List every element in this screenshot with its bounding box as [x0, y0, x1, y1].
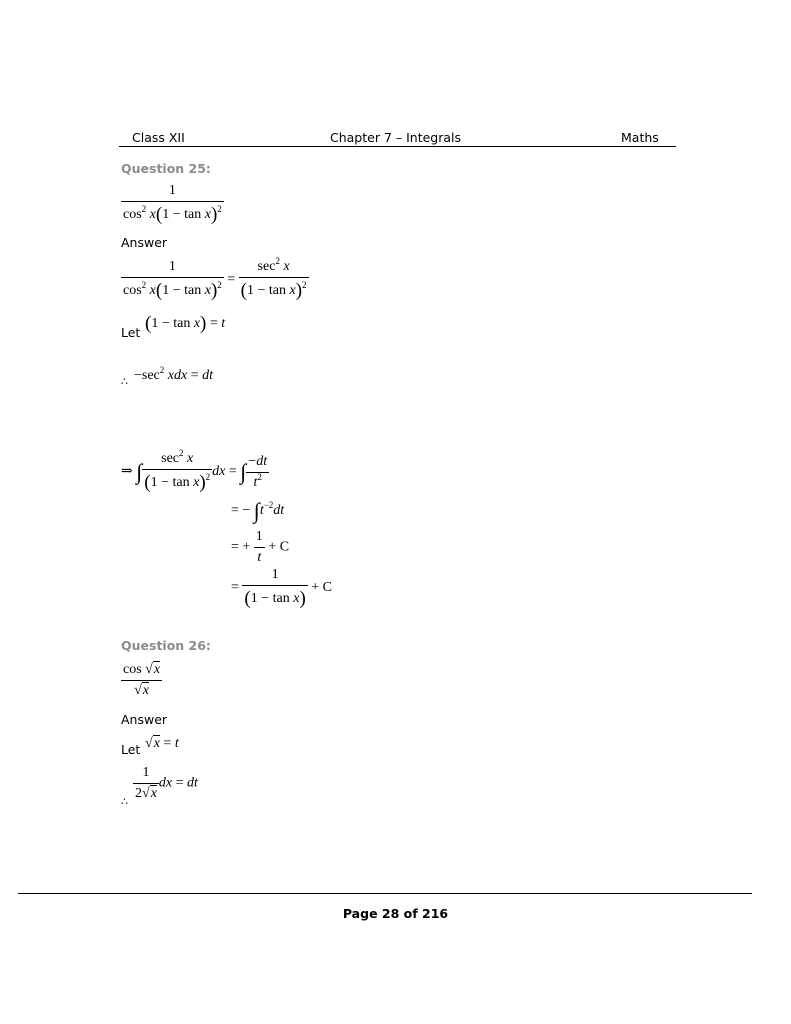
q26-answer-label: Answer: [121, 712, 168, 727]
q26-let-label: Let: [121, 742, 141, 757]
q25-integral-step-2: = − $\int t^{-2}dt$: [231, 498, 285, 523]
q25-therefore-symbol: ∴: [121, 375, 128, 388]
q25-let-label: Let: [121, 325, 141, 340]
header-subject: Maths: [621, 130, 659, 145]
q25-question-expression: $\frac{1}{\cos^2 x(1 - \tan x)^2}$: [123, 183, 222, 225]
footer-divider: [18, 893, 752, 894]
page-number: Page 28 of 216: [342, 906, 449, 921]
q25-substitution: (1 − tan x) = t: [145, 313, 226, 334]
question-25-title: Question 25:: [121, 161, 211, 176]
q26-differential: $\frac{1}{2√x}$ dx = dt: [135, 765, 198, 801]
q25-integral-step-1: ⇒ ∫ $\frac{\sec^2 x}{(1 - \tan x)^2}$ dx = ∫ $\frac{-dt}{t^2}$: [121, 448, 268, 493]
header-class: Class XII: [132, 130, 185, 145]
q26-question-expression: $\frac{\cos √x}{√x}$: [123, 662, 161, 698]
q25-integral-step-3: = + $\frac{1}{t}$ + C: [231, 529, 290, 565]
q25-integral-result: = $\frac{1}{\text{(1 − tan x)}}$ + C: [231, 567, 333, 609]
question-26-title: Question 26:: [121, 638, 211, 653]
q26-substitution: √x = t: [145, 736, 179, 751]
q25-answer-label: Answer: [121, 235, 168, 250]
header-chapter: Chapter 7 – Integrals: [330, 130, 462, 145]
q26-therefore-symbol: ∴: [121, 795, 128, 808]
header-divider: [119, 146, 676, 147]
q25-rewrite-step: $\frac{1}{\cos^2 x(1 - \tan x)^2}$ = $\frac{\sec^2 x}{(1 - \tan x)^2}$: [123, 256, 307, 301]
q25-differential: $-\sec^2$ xdx = dt: [134, 365, 214, 383]
